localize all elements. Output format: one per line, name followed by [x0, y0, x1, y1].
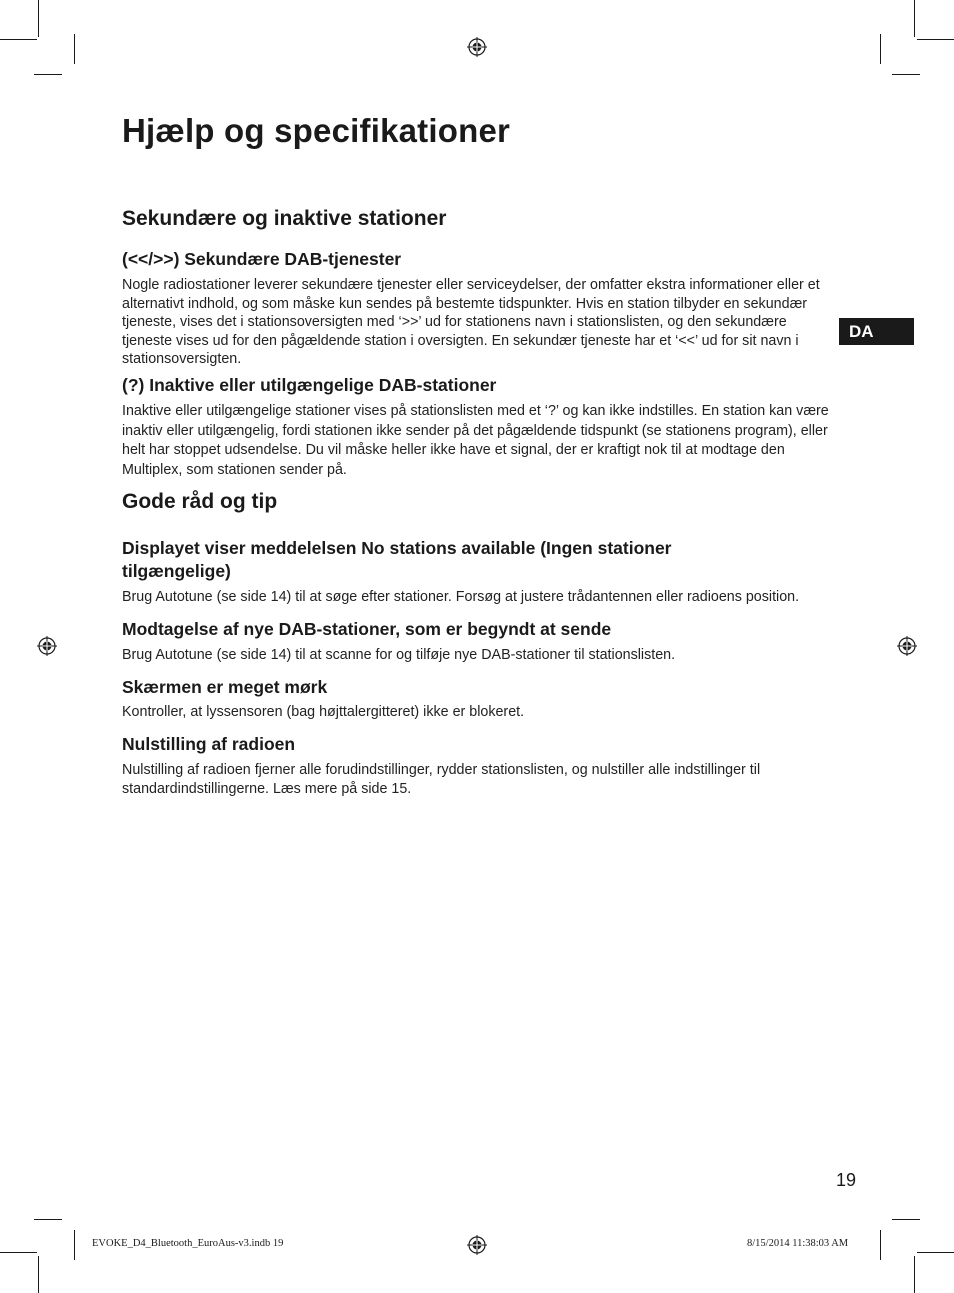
paragraph-reset: Nulstilling af radioen fjerner alle forudindstillinger, rydder stationslisten, og nulstiller alle indstillinger til standardindstillingerne. Læs mere på side 15. — [122, 762, 761, 797]
crop-mark — [38, 1256, 39, 1293]
crop-mark — [34, 1219, 62, 1220]
section-heading-secondary-stations: Sekundære og inaktive stationer — [122, 207, 447, 230]
subheading-no-stations — [122, 537, 672, 583]
crop-mark — [917, 1252, 954, 1253]
crop-mark — [914, 1256, 915, 1293]
subheading-no-stations-line1: Displayet viser meddelelsen No stations available (Ingen stationer — [122, 538, 672, 558]
crop-mark — [880, 1230, 881, 1260]
paragraph-inactive-dab: Inaktive eller utilgængelige stationer vises på stationslisten med et ‘?’ og kan ikke indstilles. En station kan være inaktiv eller utilgængelig, fordi stationen ikke sender på det pågældende tidspunkt (se stationens program), eller helt har stoppet udsendelse. Du vil måske heller ikke have et signal, der er kraftigt nok til at modtage den Multiplex, som stationen sender på. — [122, 403, 829, 478]
crop-mark — [74, 1230, 75, 1260]
language-tab: DA — [839, 318, 914, 345]
subheading-inactive-dab: (?) Inaktive eller utilgængelige DAB-stationer — [122, 375, 497, 395]
crop-mark — [914, 0, 915, 37]
page-number: 19 — [836, 1170, 857, 1190]
subheading-new-stations: Modtagelse af nye DAB-stationer, som er begyndt at sende — [122, 619, 612, 639]
print-slug-file: EVOKE_D4_Bluetooth_EuroAus-v3.indb 19 — [92, 1238, 284, 1249]
crop-mark — [38, 0, 39, 37]
print-slug-timestamp: 8/15/2014 11:38:03 AM — [747, 1238, 849, 1249]
crop-mark — [892, 1219, 920, 1220]
crop-mark — [917, 39, 954, 40]
paragraph-new-stations: Brug Autotune (se side 14) til at scanne for og tilføje nye DAB-stationer til stationslisten. — [122, 647, 676, 663]
paragraph-no-stations: Brug Autotune (se side 14) til at søge efter stationer. Forsøg at justere trådantennen eller radioens position. — [122, 589, 800, 605]
crop-mark — [74, 34, 75, 64]
subheading-reset: Nulstilling af radioen — [122, 734, 296, 754]
registration-mark-icon — [897, 636, 917, 656]
subheading-dark-screen: Skærmen er meget mørk — [122, 677, 328, 697]
registration-mark-icon — [37, 636, 57, 656]
registration-mark-icon — [467, 1235, 487, 1255]
crop-mark — [0, 1252, 37, 1253]
registration-mark-icon — [467, 37, 487, 57]
crop-mark — [0, 39, 37, 40]
crop-mark — [34, 74, 62, 75]
crop-mark — [892, 74, 920, 75]
crop-mark — [880, 34, 881, 64]
page-title: Hjælp og specifikationer — [122, 112, 511, 149]
paragraph-dark-screen: Kontroller, at lyssensoren (bag højttalergitteret) ikke er blokeret. — [122, 704, 525, 720]
section-heading-tips: Gode råd og tip — [122, 490, 278, 513]
subheading-no-stations-line2: tilgængelige) — [122, 561, 231, 581]
subheading-secondary-dab: (<</>>) Sekundære DAB-tjenester — [122, 249, 402, 269]
paragraph-secondary-dab: Nogle radiostationer leverer sekundære tjenester eller serviceydelser, der omfatter ekstra informationer eller et alternativt indhold, og som måske kun sendes på bestemte tidspunkter. Hvis en station tilbyder en sekundær tjeneste, vises det i stationsoversigten med ‘>>’ ud for stationens navn i stationslisten, og den sekundære tjeneste vises ud for den pågældende station i oversigten. En sekundær tjeneste har et ‘<<’ ud for sit navn i stationsoversigten. — [122, 277, 820, 367]
